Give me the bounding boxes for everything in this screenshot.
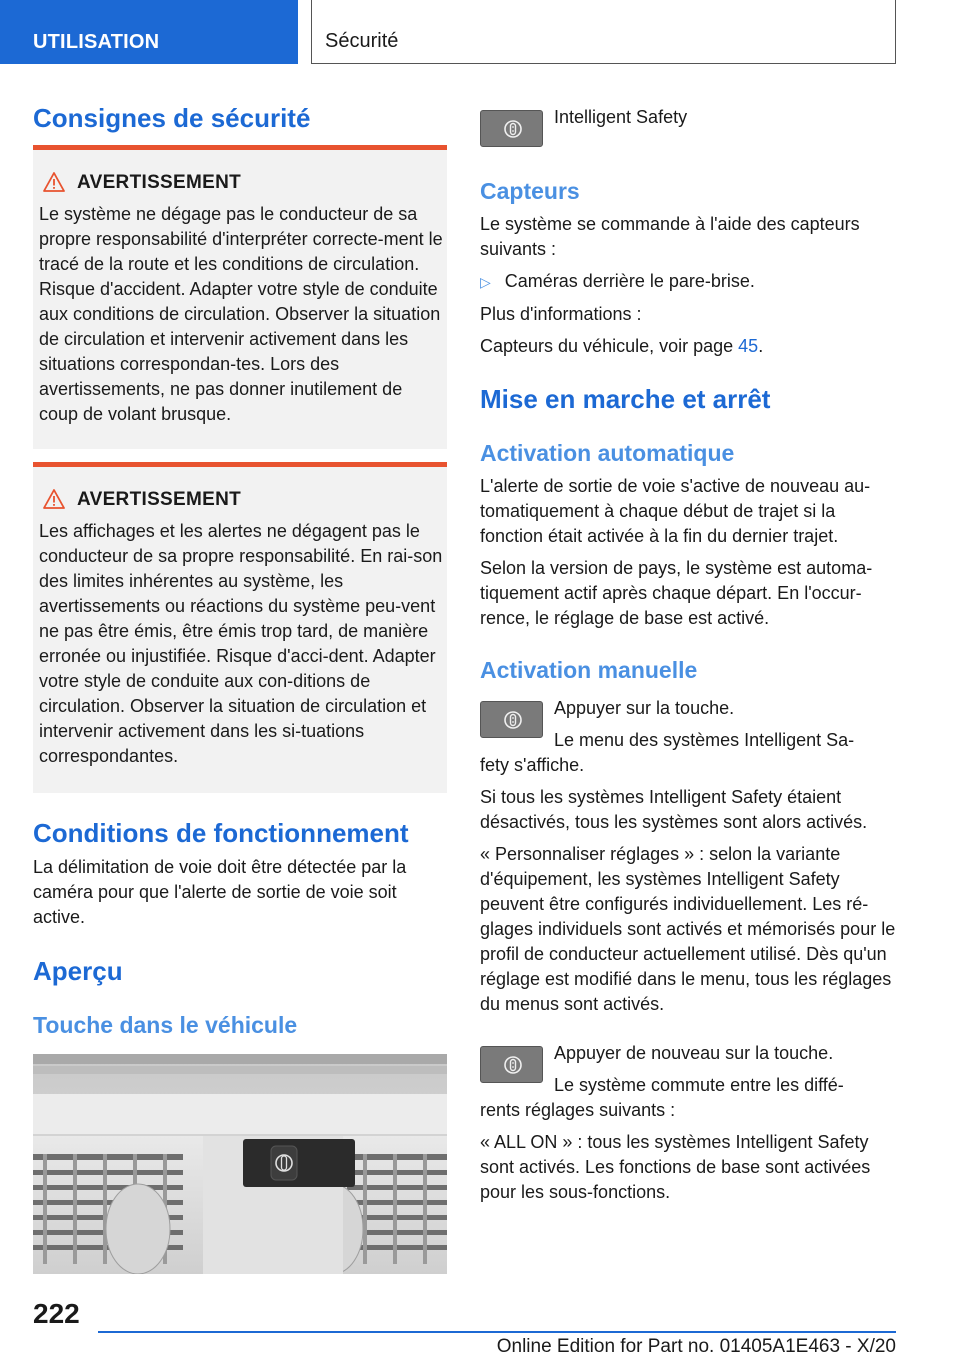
intelligent-safety-button-icon [480, 110, 543, 147]
subtitle-capteurs: Capteurs [480, 178, 580, 204]
page-reference [480, 334, 896, 359]
capteurs-item-text: Caméras derrière le pare-brise. [504, 271, 755, 291]
warning-label: AVERTISSEMENT [77, 489, 242, 510]
capteurs-list-item [480, 269, 896, 295]
footer-edition: Online Edition for Part no. 01405A1E463 - X/20 [496, 1336, 896, 1357]
page-link[interactable]: 45 [738, 336, 759, 356]
warning-label: AVERTISSEMENT [77, 172, 242, 193]
auto-paragraph-1: L'alerte de sortie de voie s'active de nouveau au-tomatiquement à chaque début de trajet si la fonction était activée à la fin du dernier trajet. [480, 476, 871, 546]
warning-box-1 [33, 145, 447, 449]
chapter-tab [311, 0, 896, 64]
bullet-triangle-icon: ▷ [480, 274, 491, 290]
conditions-text: La délimitation de voie doit être détectée par la caméra pour que l'alerte de sortie de voie soit active. [33, 857, 407, 927]
footer-divider [98, 1331, 896, 1333]
manual-paragraph-2: « Personnaliser réglages » : selon la variante d'équipement, les systèmes Intelligent Safety peuvent être configurés individuellement. Les ré-glages individuels sont activés et mémorisés pour le profil de conducteur actuellement utilisé. Dès qu'un réglage est modifié dans le menu, tous les réglages du menus sont activés. [480, 844, 896, 1014]
section-title-conditions: Conditions de fonctionnement [33, 818, 409, 848]
reference-end: . [758, 336, 764, 356]
safety-icon [503, 119, 523, 139]
capteurs-text: Le système se commande à l'aide des capteurs suivants : [480, 214, 860, 259]
section-tab [0, 0, 298, 64]
intelligent-safety-button-icon [480, 701, 543, 738]
manual-step-1-result: Le menu des systèmes Intelligent Sa- [554, 730, 855, 750]
manual-step-2-result: Le système commute entre les diffé- [554, 1075, 844, 1095]
section-label: UTILISATION [33, 31, 160, 53]
subtitle-auto: Activation automatique [480, 440, 735, 466]
section-title-marche: Mise en marche et arrêt [480, 384, 771, 414]
manual-step-2-result-cont: rents réglages suivants : [480, 1100, 676, 1120]
manual-paragraph-3: « ALL ON » : tous les systèmes Intelligent Safety sont activés. Les fonctions de base sont activées pour les sous-fonctions. [480, 1132, 871, 1202]
manual-step-1-result-cont: fety s'affiche. [480, 755, 585, 775]
manual-step-1: Appuyer sur la touche. [554, 698, 735, 718]
subtitle-manual: Activation manuelle [480, 657, 698, 683]
reference-text: Capteurs du véhicule, voir page [480, 336, 734, 356]
page-number: 222 [33, 1298, 80, 1329]
safety-icon [503, 710, 523, 730]
icon-caption: Intelligent Safety [554, 107, 688, 127]
section-title-apercu: Aperçu [33, 956, 123, 986]
safety-icon [503, 1055, 523, 1075]
dashboard-photo-illustration [33, 1054, 447, 1274]
chapter-label: Sécurité [325, 30, 399, 52]
more-info-label: Plus d'informations : [480, 304, 642, 324]
vehicle-button-photo [33, 1054, 447, 1274]
warning-triangle-icon [43, 489, 65, 509]
warning-box-2 [33, 462, 447, 793]
intelligent-safety-button-icon [480, 1046, 543, 1083]
section-title-safety: Consignes de sécurité [33, 103, 311, 133]
auto-paragraph-2: Selon la version de pays, le système est automa-tiquement actif après chaque départ. En l'occur-rence, le réglage de base est activé. [480, 558, 873, 628]
manual-paragraph-1: Si tous les systèmes Intelligent Safety étaient désactivés, tous les systèmes sont alors activés. [480, 787, 868, 832]
manual-step-2: Appuyer de nouveau sur la touche. [554, 1043, 834, 1063]
warning-triangle-icon [43, 172, 65, 192]
subtitle-touche: Touche dans le véhicule [33, 1012, 298, 1038]
warning-text: Les affichages et les alertes ne dégagent pas le conducteur de sa propre responsabilité. En rai-son des limites inhérentes au système, les avertissements ou réactions du système peu-vent ne pas être émis, être émis trop tard, de manière erronée ou injustifiée. Risque d'acci-dent. Adapter votre style de conduite aux con-ditions de circulation. Observer la situation de circulation et intervenir activement dans les si-tuations correspondantes. [39, 521, 443, 766]
warning-text: Le système ne dégage pas le conducteur de sa propre responsabilité d'interpréter correcte-ment le tracé de la route et les conditions de circulation. Risque d'accident. Adapter votre style de conduite aux conditions de circulation. Observer la situation de circulation et intervenir activement dans les situations correspondan-tes. Lors des avertissements, ne pas donner inutilement de coup de volant brusque. [39, 204, 443, 424]
